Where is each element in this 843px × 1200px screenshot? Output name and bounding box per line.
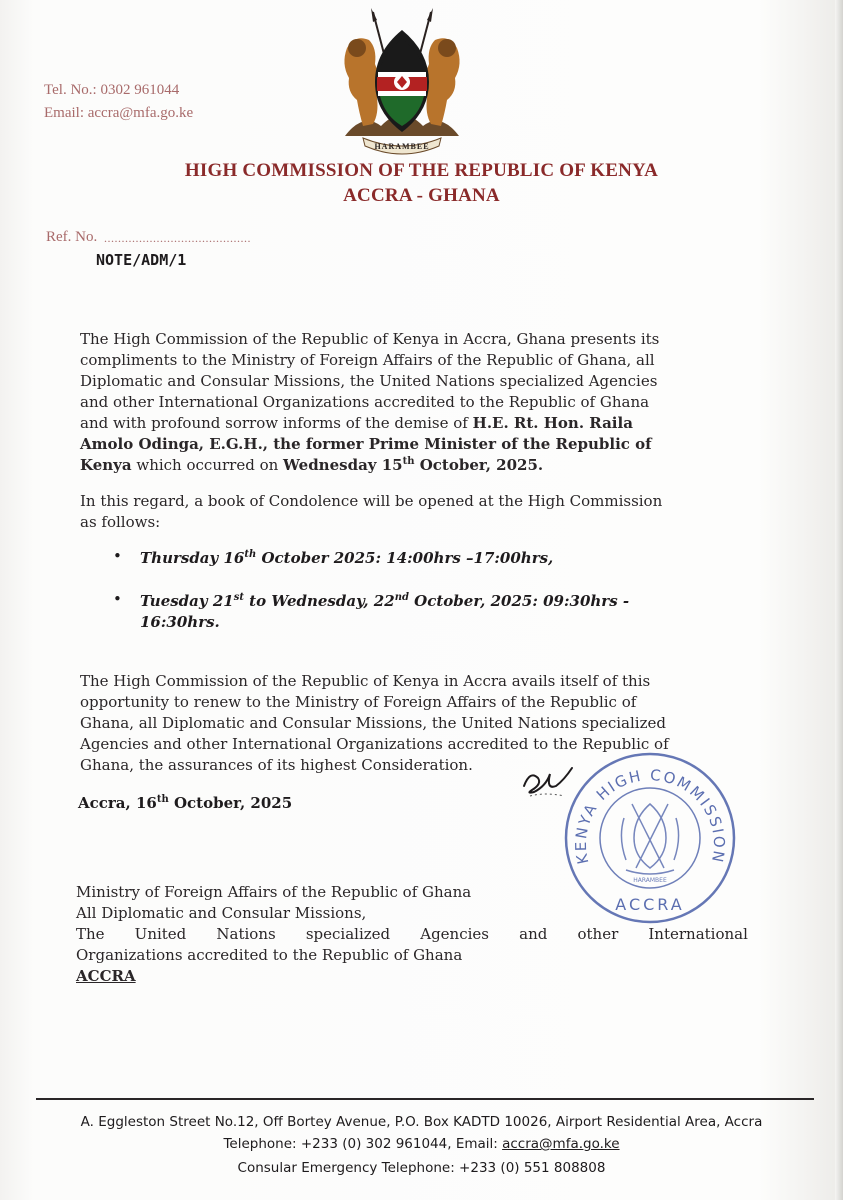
header-telephone: Tel. No.: 0302 961044: [44, 82, 180, 98]
ordinal-suffix: th: [402, 456, 415, 467]
word: Nations: [216, 925, 276, 943]
paragraph-line: as follows:: [80, 513, 161, 531]
addressee-line-justified: [76, 924, 748, 945]
footer-email-link[interactable]: accra@mfa.go.ke: [502, 1136, 620, 1152]
letterhead-subtitle: ACCRA - GHANA: [343, 185, 500, 206]
reference-number: NOTE/ADM/1: [96, 251, 187, 269]
paragraph-line: [80, 455, 752, 476]
reference-label: Ref. No.: [46, 229, 98, 245]
stamp-bottom-text: ACCRA: [615, 895, 685, 914]
header-email: Email: accra@mfa.go.ke: [44, 105, 194, 121]
kenya-coat-of-arms-emblem: [333, 8, 471, 158]
schedule-text: Thursday 16: [140, 549, 245, 567]
schedule-item-2-continuation: 16:30hrs.: [140, 613, 220, 631]
paragraph-line: Ghana, all Diplomatic and Consular Missions, the United Nations specialized: [80, 714, 666, 732]
stamp-outer-text: KENYA HIGH COMMISSION: [571, 765, 729, 866]
intro-paragraph: [80, 329, 752, 476]
text-run: which occurred on: [131, 456, 284, 474]
text-run-bold: Kenya: [80, 456, 132, 474]
emblem-motto: HARAMBEE: [374, 142, 430, 151]
paragraph-line: opportunity to renew to the Ministry of Foreign Affairs of the Republic of: [80, 693, 637, 711]
schedule-text: October, 2025: 09:30hrs -: [408, 592, 630, 610]
addressee-block: [76, 882, 756, 966]
addressee-line: All Diplomatic and Consular Missions,: [76, 904, 367, 922]
ordinal-suffix: st: [233, 592, 244, 603]
date-text: October, 2025.: [414, 456, 544, 474]
paragraph-line: [80, 413, 752, 434]
paragraph-line: Diplomatic and Consular Missions, the United Nations specialized Agencies: [80, 372, 658, 390]
place-and-date: [78, 794, 292, 812]
addressee-line: Ministry of Foreign Affairs of the Republic of Ghana: [76, 883, 472, 901]
paragraph-line: In this regard, a book of Condolence will be opened at the High Commission: [80, 492, 663, 510]
word: specialized: [305, 925, 391, 943]
ordinal-suffix: th: [156, 794, 169, 805]
schedule-item-1: [140, 548, 553, 569]
word: International: [648, 925, 748, 943]
word: and: [519, 925, 548, 943]
schedule-item-2: [140, 591, 629, 612]
deceased-name-line: Amolo Odinga, E.G.H., the former Prime Minister of the Republic of: [80, 435, 652, 453]
schedule-text: Tuesday 21: [140, 592, 234, 610]
date-of-demise: [283, 456, 543, 474]
stamp-motto: HARAMBEE: [633, 877, 667, 884]
footer-emergency-phone: Consular Emergency Telephone: +233 (0) 551 808808: [237, 1160, 606, 1176]
ordinal-suffix: th: [244, 549, 257, 560]
paragraph-line: and other International Organizations accredited to the Republic of Ghana: [80, 393, 650, 411]
word: Agencies: [420, 925, 489, 943]
bullet-icon: •: [113, 547, 122, 565]
schedule-text: to Wednesday, 22: [243, 592, 395, 610]
paragraph-line: The High Commission of the Republic of Kenya in Accra avails itself of this: [80, 672, 651, 690]
word: other: [577, 925, 619, 943]
footer-address: A. Eggleston Street No.12, Off Bortey Avenue, P.O. Box KADTD 10026, Airport Residential Area, Accra: [80, 1114, 763, 1130]
date-text: Wednesday 15: [283, 456, 403, 474]
text-run: and with profound sorrow informs of the demise of: [80, 414, 473, 432]
footer-contact: [0, 1136, 843, 1152]
footer-telephone: Telephone: +233 (0) 302 961044, Email:: [223, 1136, 503, 1152]
paragraph-line: compliments to the Ministry of Foreign Affairs of the Republic of Ghana, all: [80, 351, 655, 369]
svg-text:KENYA HIGH COMMISSION: [572, 766, 728, 866]
paragraph-line: Ghana, the assurances of its highest Consideration.: [80, 756, 473, 774]
letterhead-title: HIGH COMMISSION OF THE REPUBLIC OF KENYA: [184, 160, 659, 181]
date-text: October, 2025: [168, 794, 293, 812]
word: United: [134, 925, 187, 943]
date-text: Accra, 16: [78, 794, 157, 812]
bullet-icon: •: [113, 590, 122, 608]
word: The: [76, 925, 105, 943]
schedule-text: October 2025: 14:00hrs –17:00hrs,: [256, 549, 554, 567]
addressee-city: ACCRA: [76, 967, 136, 985]
footer-divider: [36, 1098, 814, 1100]
paragraph-line: Agencies and other International Organizations accredited to the Republic of: [80, 735, 669, 753]
condolence-paragraph: [80, 491, 752, 533]
ordinal-suffix: nd: [394, 592, 409, 603]
paragraph-line: The High Commission of the Republic of Kenya in Accra, Ghana presents its: [80, 330, 660, 348]
addressee-line: Organizations accredited to the Republic of Ghana: [76, 946, 463, 964]
reference-dotted-line: ..........................................: [104, 231, 251, 245]
deceased-name-part: H.E. Rt. Hon. Raila: [472, 414, 633, 432]
